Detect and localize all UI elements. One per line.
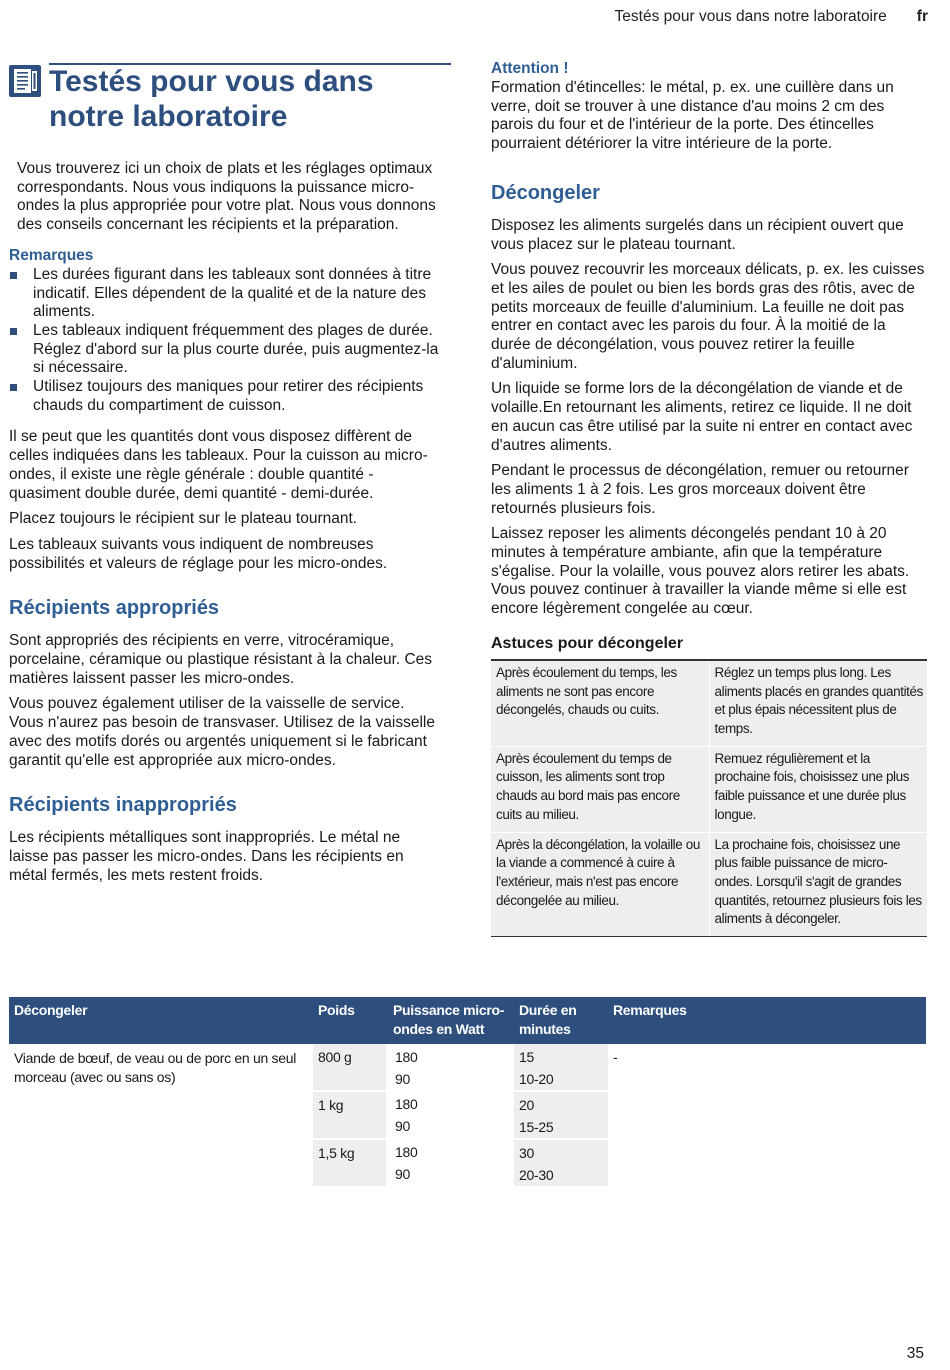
tip-problem: Après écoulement du temps, les aliments ne sont pas encore décongelés, chauds ou cuits.	[491, 660, 709, 746]
power-cell: 180 90	[395, 1096, 418, 1135]
defrost-paragraph: Un liquide se forme lors de la décongélation de viande et de volaille.En retournant les aliments, retirez ce liquide. Il ne doit en aucun cas être utilisé par la suite ni entrer en contact avec d'autres aliments.	[491, 380, 913, 454]
bullet-square-icon	[10, 272, 17, 279]
suitable-heading: Récipients appropriés	[9, 597, 220, 620]
running-header	[615, 8, 928, 26]
list-item: Les tableaux indiquent fréquemment des plages de durée. Réglez d'abord sur la plus courte durée, puis augmentez-la si nécessaire.	[9, 322, 441, 378]
food-cell: Viande de bœuf, de veau ou de porc en un seul morceau (avec ou sans os)	[14, 1050, 297, 1086]
table-row	[491, 660, 927, 746]
unsuitable-paragraph: Les récipients métalliques sont inappropriés. Le métal ne laisse pas passer les micro-ondes. Dans les récipients en métal fermés, les mets restent froids.	[9, 829, 404, 884]
time-cell: 30 20-30	[514, 1139, 608, 1186]
notes-list	[9, 266, 441, 416]
defrost-paragraph: Disposez les aliments surgelés dans un récipient ouvert que vous placez sur le plateau tournant.	[491, 216, 904, 253]
bullet-square-icon	[10, 328, 17, 335]
tip-solution: Réglez un temps plus long. Les aliments placés en grandes quantités et plus épais nécessitent plus de temps.	[709, 660, 927, 746]
unsuitable-heading: Récipients inappropriés	[9, 794, 237, 817]
title-block	[9, 60, 441, 134]
column-header-power: Puissance micro-ondes en Watt	[388, 997, 514, 1044]
defrost-paragraph: Pendant le processus de décongélation, remuer ou retourner les aliments 1 à 2 fois. Les gros morceaux doivent être retournés plusieurs fois.	[491, 462, 909, 517]
notes-label: Remarques	[9, 246, 94, 264]
column-header-food: Décongeler	[9, 997, 313, 1044]
tables-paragraph: Les tableaux suivants vous indiquent de nombreuses possibilités et valeurs de réglage pour les micro-ondes.	[9, 535, 388, 572]
plate-paragraph: Placez toujours le récipient sur le plateau tournant.	[9, 510, 358, 528]
defrost-table	[9, 997, 926, 1186]
list-item: Les durées figurant dans les tableaux sont données à titre indicatif. Elles dépendent de la qualité et de la nature des aliments.	[9, 266, 441, 322]
tips-table	[491, 659, 927, 937]
running-header-title: Testés pour vous dans notre laboratoire	[614, 8, 887, 25]
weight-cell: 800 g	[313, 1044, 388, 1091]
table-header-row	[9, 997, 926, 1044]
table-row	[491, 832, 927, 937]
intro-paragraph: Vous trouverez ici un choix de plats et les réglages optimaux correspondants. Nous vous indiquons la puissance micro-ondes la plus appropriée pour votre plat. Nous vous donnons des conseils concernant les récipients et la préparation.	[17, 160, 436, 234]
attention-label: Attention !	[491, 60, 569, 77]
page-title: Testés pour vous dans notre laboratoire	[49, 65, 374, 133]
bullet-square-icon	[10, 384, 17, 391]
tip-problem: Après la décongélation, la volaille ou la viande a commencé à cuire à l'extérieur, mais n'est pas encore décongelée au milieu.	[491, 832, 709, 937]
time-cell: 20 15-25	[514, 1091, 608, 1139]
table-row	[491, 746, 927, 832]
remarks-cell: -	[613, 1049, 618, 1066]
attention-text: Formation d'étincelles: le métal, p. ex. une cuillère dans un verre, doit se trouver à une distance d'au moins 2 cm des parois du four et de l'intérieur de la porte. Des étincelles pourraient détériorer la vitre intérieure de la porte.	[491, 79, 894, 153]
title-rule	[49, 63, 451, 65]
document-list-icon	[9, 65, 41, 97]
weight-cell: 1 kg	[313, 1091, 388, 1139]
right-column	[491, 60, 927, 937]
tip-solution: Remuez régulièrement et la prochaine fois, choisissez une plus faible puissance et une durée plus longue.	[709, 746, 927, 832]
page-number: 35	[906, 1345, 924, 1362]
quantities-paragraph: Il se peut que les quantités dont vous disposez diffèrent de celles indiquées dans les tableaux. Pour la cuisson au micro-ondes, il existe une règle générale : double quantité - quasiment double durée, demi quantité - demi-durée.	[9, 428, 428, 502]
table-row	[9, 1044, 926, 1091]
suitable-paragraph-1: Sont appropriés des récipients en verre, vitrocéramique, porcelaine, céramique ou plastique résistant à la chaleur. Ces matières laissent passer les micro-ondes.	[9, 632, 433, 687]
weight-cell: 1,5 kg	[313, 1139, 388, 1186]
tips-heading: Astuces pour décongeler	[491, 634, 684, 652]
defrost-heading: Décongeler	[491, 181, 600, 204]
power-cell: 180 90	[395, 1144, 418, 1183]
power-cell: 180 90	[395, 1049, 418, 1088]
column-header-time: Durée en minutes	[514, 997, 608, 1044]
left-column	[9, 60, 441, 892]
tip-problem: Après écoulement du temps de cuisson, les aliments sont trop chauds au bord mais pas encore cuits au milieu.	[491, 746, 709, 832]
column-header-weight: Poids	[313, 997, 388, 1044]
time-cell: 15 10-20	[514, 1044, 608, 1091]
defrost-paragraph: Laissez reposer les aliments décongelés pendant 10 à 20 minutes à température ambiante, afin que la température s'égalise. Pour la volaille, vous pouvez alors retirer les abats. Vous pouvez continuer à travailler la viande même si elle est encore légèrement congelée au cœur.	[491, 525, 910, 618]
suitable-paragraph-2: Vous pouvez également utiliser de la vaisselle de service. Vous n'aurez pas besoin de transvaser. Utilisez de la vaisselle avec des motifs dorés ou argentés uniquement si le fabricant garantit qu'elle est appropriée aux micro-ondes.	[9, 695, 436, 769]
tip-solution: La prochaine fois, choisissez une plus faible puissance de micro-ondes. Lorsqu'il s'agit de grandes quantités, retournez plusieurs fois les aliments à décongeler.	[709, 832, 927, 937]
defrost-paragraph: Vous pouvez recouvrir les morceaux délicats, p. ex. les cuisses et les ailes de poulet ou bien les bords gras des rôtis, avec de petits morceaux de feuille d'aluminium. La feuille ne doit pas entrer en contact avec les parois du four. À la moitié de la durée de décongélation, vous pouvez retirer la feuille d'aluminium.	[491, 261, 925, 372]
column-header-remarks: Remarques	[608, 997, 926, 1044]
language-code: fr	[916, 8, 928, 25]
list-item: Utilisez toujours des maniques pour retirer des récipients chauds du compartiment de cuisson.	[9, 378, 441, 415]
